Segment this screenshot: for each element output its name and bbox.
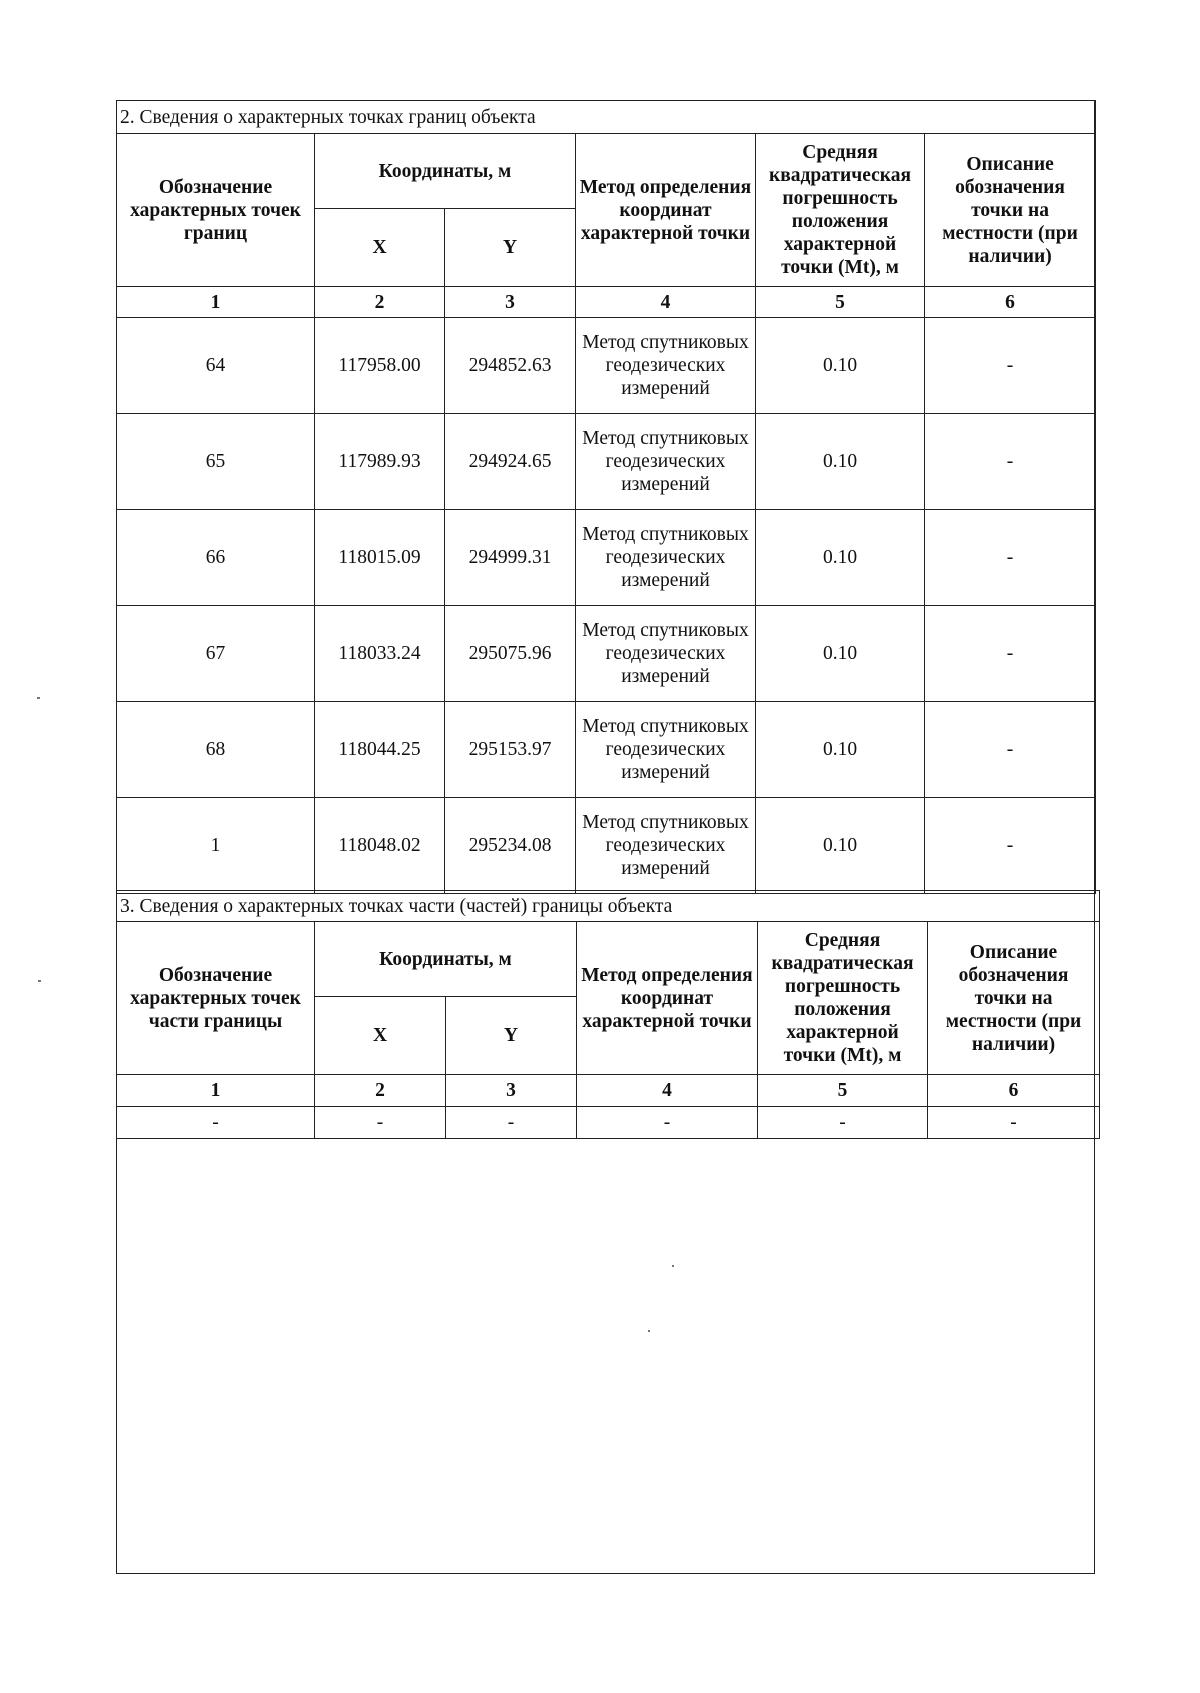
coord-x: 118015.09 (315, 510, 445, 606)
column-number: 6 (925, 287, 1096, 318)
scan-speck (648, 1330, 650, 1332)
coord-x: 118048.02 (315, 798, 445, 894)
method: Метод спутниковых геодезических измерений (576, 798, 756, 894)
column-number: 2 (315, 1075, 446, 1107)
header-description: Описание обозначения точки на местности (при наличии) (928, 922, 1100, 1075)
table-row (117, 702, 1096, 798)
column-number: 5 (756, 287, 925, 318)
point-id: 68 (117, 702, 315, 798)
point-id: 1 (117, 798, 315, 894)
mt-error: 0.10 (756, 318, 925, 414)
header-method: Метод определения координат характерной точки (577, 922, 758, 1075)
column-numbers-row (117, 287, 1096, 318)
table-row (117, 798, 1096, 894)
method: Метод спутниковых геодезических измерений (576, 318, 756, 414)
mt-error: 0.10 (756, 510, 925, 606)
table-row (117, 318, 1096, 414)
column-number: 4 (576, 287, 756, 318)
table-row (117, 414, 1096, 510)
coord-y: - (446, 1107, 577, 1139)
column-number: 4 (577, 1075, 758, 1107)
point-id: 66 (117, 510, 315, 606)
header-error: Средняя квадратическая погрешность положения характерной точки (Mt), м (758, 922, 928, 1075)
coord-y: 294852.63 (445, 318, 576, 414)
coord-x: - (315, 1107, 446, 1139)
scan-speck (672, 1265, 674, 1267)
header-y: Y (446, 997, 577, 1075)
column-number: 2 (315, 287, 445, 318)
header-coordinates: Координаты, м (315, 134, 576, 209)
column-number: 3 (446, 1075, 577, 1107)
column-numbers-row (117, 1075, 1100, 1107)
column-number: 6 (928, 1075, 1100, 1107)
coord-y: 294924.65 (445, 414, 576, 510)
header-method: Метод определения координат характерной точки (576, 134, 756, 287)
table-row (117, 606, 1096, 702)
method: Метод спутниковых геодезических измерений (576, 606, 756, 702)
method: Метод спутниковых геодезических измерений (576, 414, 756, 510)
mt-error: 0.10 (756, 606, 925, 702)
column-number: 1 (117, 287, 315, 318)
coord-x: 117989.93 (315, 414, 445, 510)
header-coordinates: Координаты, м (315, 922, 577, 997)
point-id: 64 (117, 318, 315, 414)
method: Метод спутниковых геодезических измерений (576, 510, 756, 606)
coord-y: 294999.31 (445, 510, 576, 606)
column-number: 5 (758, 1075, 928, 1107)
coord-x: 118044.25 (315, 702, 445, 798)
header-x: X (315, 997, 446, 1075)
mt-error: - (758, 1107, 928, 1139)
method: - (577, 1107, 758, 1139)
description: - (925, 606, 1096, 702)
coord-x: 118033.24 (315, 606, 445, 702)
part-boundary-points-table (116, 890, 1100, 1139)
header-x: X (315, 209, 445, 287)
header-designation: Обозначение характерных точек части границы (117, 922, 315, 1075)
description: - (925, 798, 1096, 894)
coord-y: 295234.08 (445, 798, 576, 894)
point-id: 67 (117, 606, 315, 702)
header-designation: Обозначение характерных точек границ (117, 134, 315, 287)
description: - (925, 702, 1096, 798)
description: - (925, 318, 1096, 414)
method: Метод спутниковых геодезических измерений (576, 702, 756, 798)
header-description: Описание обозначения точки на местности (при наличии) (925, 134, 1096, 287)
mt-error: 0.10 (756, 798, 925, 894)
boundary-points-table (116, 100, 1096, 894)
mt-error: 0.10 (756, 414, 925, 510)
mt-error: 0.10 (756, 702, 925, 798)
coord-x: 117958.00 (315, 318, 445, 414)
point-id: - (117, 1107, 315, 1139)
header-y: Y (445, 209, 576, 287)
coord-y: 295075.96 (445, 606, 576, 702)
section3-title: 3. Сведения о характерных точках части (частей) границы объекта (117, 891, 1100, 922)
point-id: 65 (117, 414, 315, 510)
coord-y: 295153.97 (445, 702, 576, 798)
table-row (117, 510, 1096, 606)
column-number: 3 (445, 287, 576, 318)
column-number: 1 (117, 1075, 315, 1107)
scan-speck (37, 697, 40, 699)
header-error: Средняя квадратическая погрешность положения характерной точки (Mt), м (756, 134, 925, 287)
description: - (925, 414, 1096, 510)
table-row (117, 1107, 1100, 1139)
scan-speck (38, 980, 41, 982)
section2-title: 2. Сведения о характерных точках границ объекта (117, 101, 1096, 134)
description: - (928, 1107, 1100, 1139)
description: - (925, 510, 1096, 606)
